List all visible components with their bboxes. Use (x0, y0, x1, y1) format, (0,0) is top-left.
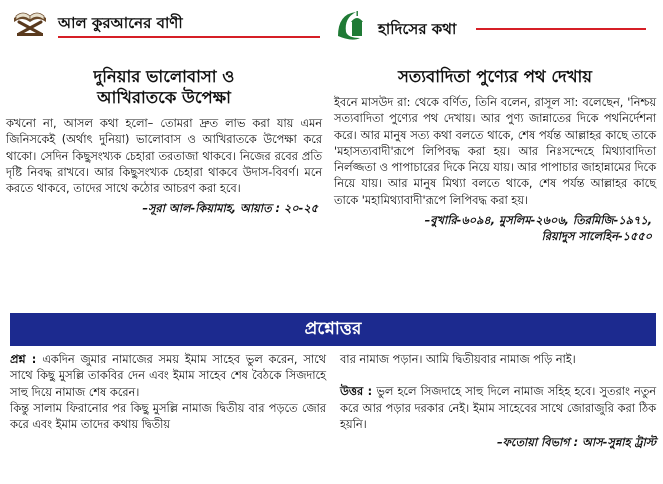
hadith-section-title: হাদিসের কথা (378, 20, 457, 38)
quran-article-title (6, 66, 322, 108)
quran-section (6, 0, 322, 217)
qa-banner: প্রশ্নোত্তর (10, 313, 656, 346)
quran-ayat-text: কখনো না, আসল কথা হলো– তোমরা দ্রুত লাভ করা যায় এমন জিনিসকেই (অর্থাৎ দুনিয়া) ভালোবাস ও আখিরাতকে উপেক্ষা করে থাকো। সেদিন কিছুসংখ্যক চেহারা তরতাজা থাকবে। নিজের রবের প্রতি দৃষ্টি নিবদ্ধ রাখবে। আর কিছুসংখ্যক চেহারা থাকবে উদাস-বিবর্ণ। মনে করতে থাকবে, তাদের সাথে কঠোর আচরণ করা হবে। (6, 117, 322, 196)
qa-question (10, 352, 326, 401)
hadith-header-rule (476, 28, 646, 30)
hadith-reference-line-2: রিয়াদুস সালেহিন-১৫৫০ (541, 230, 652, 244)
quran-header-rule (58, 36, 320, 38)
quran-reference: –সূরা আল-কিয়ামাহ, আয়াত : ২০-২৫ (142, 202, 318, 216)
question-continuation: বার নামাজ পড়ান। আমি দ্বিতীয়বার নামাজ পড়ি নাই। (340, 353, 576, 366)
question-label: প্রশ্ন : (10, 353, 37, 366)
question-text-1: একদিন জুমার নামাজের সময় ইমাম সাহেব ভুল করেন, সাথে সাথে কিছু মুসল্লি তাকবির দেন এবং ইমাম সাহেব শেষ বৈঠকে সিজদাহে সাহু দিয়ে নামাজ শেষ করেন। (10, 353, 326, 399)
quran-on-stand-icon (10, 4, 50, 42)
hadith-reference (334, 213, 656, 245)
question-text-2: কিন্তু সালাম ফিরানোর পর কিছু মুসল্লি নামাজ দ্বিতীয় বার পড়তে জোর করে এবং ইমাম তাদের কথায় দ্বিতীয় (10, 401, 326, 432)
answer-text: ভুল হলে সিজদাহে সাহু দিলে নামাজ সহিহ হবে। সুতরাং নতুন করে আর পড়ার দরকার নেই। ইমাম সাহেবের সাথে জোরাজুরি করা ঠিক হয়নি। (340, 385, 657, 431)
qa-answer-column (340, 352, 656, 451)
hadith-article-title: সত্যবাদিতা পুণ্যের পথ দেখায় (397, 67, 593, 86)
answer-label: উত্তর : (340, 385, 373, 399)
hadith-text: ইবনে মাসউদ রা: থেকে বর্ণিত, তিনি বলেন, রাসূল সা: বলেছেন, 'নিশ্চয় সত্যবাদিতা পুণ্যের পথ দেখায়। আর পুণ্য জান্নাতের দিকে পথনির্দেশনা করে। আর মানুষ সত্য কথা বলতে থাকে, শেষ পর্যন্ত আল্লাহর কাছে তাকে 'মহাসত্যবাদী'রূপে লিপিবদ্ধ করা হয়। আর নিঃসন্দেহে মিথ্যাবাদিতা নির্লজ্জতা ও পাপাচারের দিকে নিয়ে যায়। আর পাপাচার জাহান্নামের দিকে নিয়ে যায়। আর মানুষ মিথ্যা বলতে থাকে, শেষ পর্যন্ত আল্লাহর কাছে তাকে 'মহামিথ্যাবাদী'রূপে লিপিবদ্ধ করা হয়। (334, 96, 656, 207)
qa-answer (340, 384, 656, 433)
hadith-section-header (334, 0, 656, 44)
quran-section-header (6, 0, 322, 44)
qa-reference: –ফতোয়া বিভাগ : আস-সুন্নাহ ট্রাস্ট (497, 436, 656, 450)
mosque-crescent-icon (334, 8, 370, 46)
quran-section-title: আল কুরআনের বাণী (58, 14, 183, 32)
hadith-reference-line-1: –বুখারি-৬০৯৪, মুসলিম-২৬০৬, তিরমিজি-১৯৭১, (424, 214, 652, 228)
quran-title-line-2: আখিরাতকে উপেক্ষা (97, 88, 231, 107)
quran-title-line-1: দুনিয়ার ভালোবাসা ও (93, 67, 235, 86)
hadith-section (334, 0, 656, 245)
qa-question-column (10, 352, 326, 433)
